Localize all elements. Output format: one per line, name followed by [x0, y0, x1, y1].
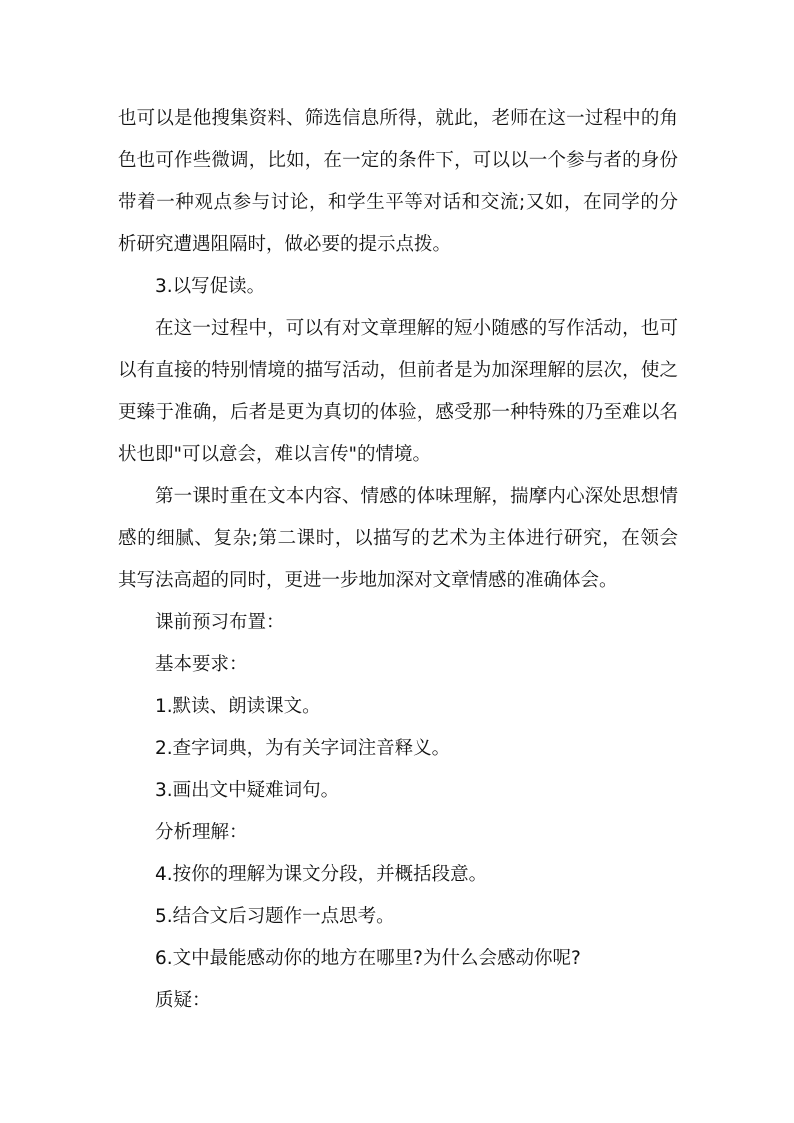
list-item: 1.默读、朗读课文。: [155, 696, 321, 717]
section-heading: 课前预习布置：: [155, 612, 285, 633]
subsection-heading: 基本要求：: [155, 654, 248, 675]
paragraph: 在这一过程中，可以有对文章理解的短小随感的写作活动，也可以有直接的特别情境的描写活动，但前者是为加深理解的层次，使之更臻于准确，后者是更为真切的体验，感受那一种特殊的乃至难以名状也即"可以意会，难以言传"的情境。: [118, 318, 678, 465]
paragraph: 3.以写促读。: [155, 276, 266, 297]
document-body: [118, 98, 678, 1022]
list-item: 6.文中最能感动你的地方在哪里?为什么会感动你呢?: [155, 948, 581, 969]
paragraph: 第一课时重在文本内容、情感的体味理解，揣摩内心深处思想情感的细腻、复杂;第二课时，以描写的艺术为主体进行研究，在领会其写法高超的同时，更进一步地加深对文章情感的准确体会。: [118, 486, 678, 591]
list-item: 2.查字词典，为有关字词注音释义。: [155, 738, 451, 759]
list-item: 3.画出文中疑难词句。: [155, 780, 340, 801]
subsection-heading: 分析理解：: [155, 822, 248, 843]
list-item: 4.按你的理解为课文分段，并概括段意。: [155, 864, 488, 885]
list-item: 5.结合文后习题作一点思考。: [155, 906, 395, 927]
subsection-heading: 质疑：: [155, 990, 211, 1011]
paragraph: 也可以是他搜集资料、筛选信息所得，就此，老师在这一过程中的角色也可作些微调，比如，在一定的条件下，可以以一个参与者的身份带着一种观点参与讨论，和学生平等对话和交流;又如，在同学的分析研究遭遇阻隔时，做必要的提示点拨。: [118, 108, 678, 255]
